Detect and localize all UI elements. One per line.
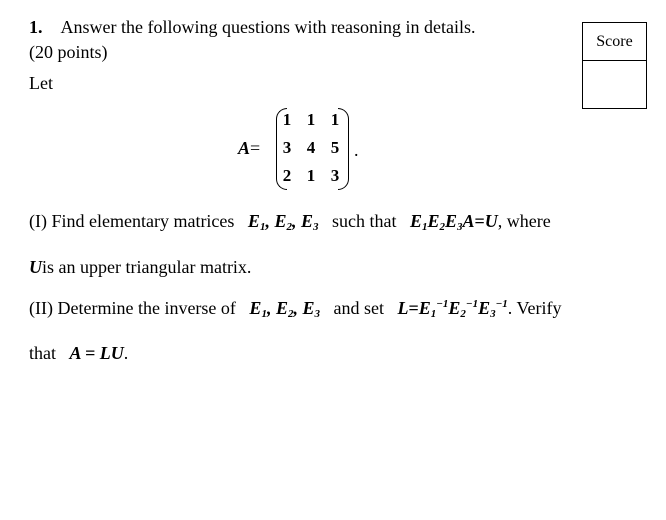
let-label: Let xyxy=(29,73,53,93)
matrix-cell: 1 xyxy=(306,166,316,185)
matrix-cell: 4 xyxy=(306,138,316,157)
score-value xyxy=(583,61,646,109)
matrix-terminator: . xyxy=(354,140,359,160)
score-box xyxy=(582,22,647,109)
problem-heading xyxy=(29,16,475,38)
part1-text-b: such that xyxy=(331,211,397,231)
problem-instruction: Answer the following questions with reasoning in details. xyxy=(60,17,476,37)
part1-text-c: , where xyxy=(497,211,551,231)
part2-line1 xyxy=(29,297,561,319)
part2-line2-end: . xyxy=(123,343,129,363)
matrix-cell: 5 xyxy=(330,138,340,157)
part2-line2-text: that xyxy=(29,343,56,363)
part2-e-list: $E_1$, $E_2$, $E_3$ xyxy=(249,298,320,320)
part2-text-b: and set xyxy=(333,298,384,318)
part2-label: (II) xyxy=(29,298,53,318)
matrix-lhs xyxy=(238,138,260,159)
problem-points: (20 points) xyxy=(29,42,108,62)
matrix-cell: 1 xyxy=(330,110,340,129)
part1-line1 xyxy=(29,210,551,232)
part1-label: (I) xyxy=(29,211,47,231)
part1-u-var: U xyxy=(29,257,42,277)
matrix-cell: 1 xyxy=(282,110,292,129)
part2-text-a: Determine the inverse of xyxy=(57,298,236,318)
matrix-cell: 3 xyxy=(282,138,292,157)
score-label: Score xyxy=(583,23,646,61)
part1-line2 xyxy=(29,256,251,278)
matrix-cell: 1 xyxy=(306,110,316,129)
part1-e-list: $E_1$, $E_2$, $E_3$ xyxy=(247,211,319,233)
part2-verify-equation: A = LU xyxy=(69,343,124,363)
part1-line2-text: is an upper triangular matrix. xyxy=(42,257,252,277)
matrix-name: A xyxy=(238,138,251,158)
matrix-cell: 2 xyxy=(282,166,292,185)
part1-text-a: Find elementary matrices xyxy=(51,211,235,231)
problem-number: 1. xyxy=(29,17,43,37)
part2-text-c: . Verify xyxy=(507,298,562,318)
part1-equation: $E_1E_2E_3A=U$ xyxy=(409,211,498,233)
matrix-equals: = xyxy=(250,138,261,158)
part2-equation: $L=E_1^{-1}E_2^{-1}E_3^{-1}$ xyxy=(397,298,508,320)
matrix-cell: 3 xyxy=(330,166,340,185)
part2-line2 xyxy=(29,342,128,364)
